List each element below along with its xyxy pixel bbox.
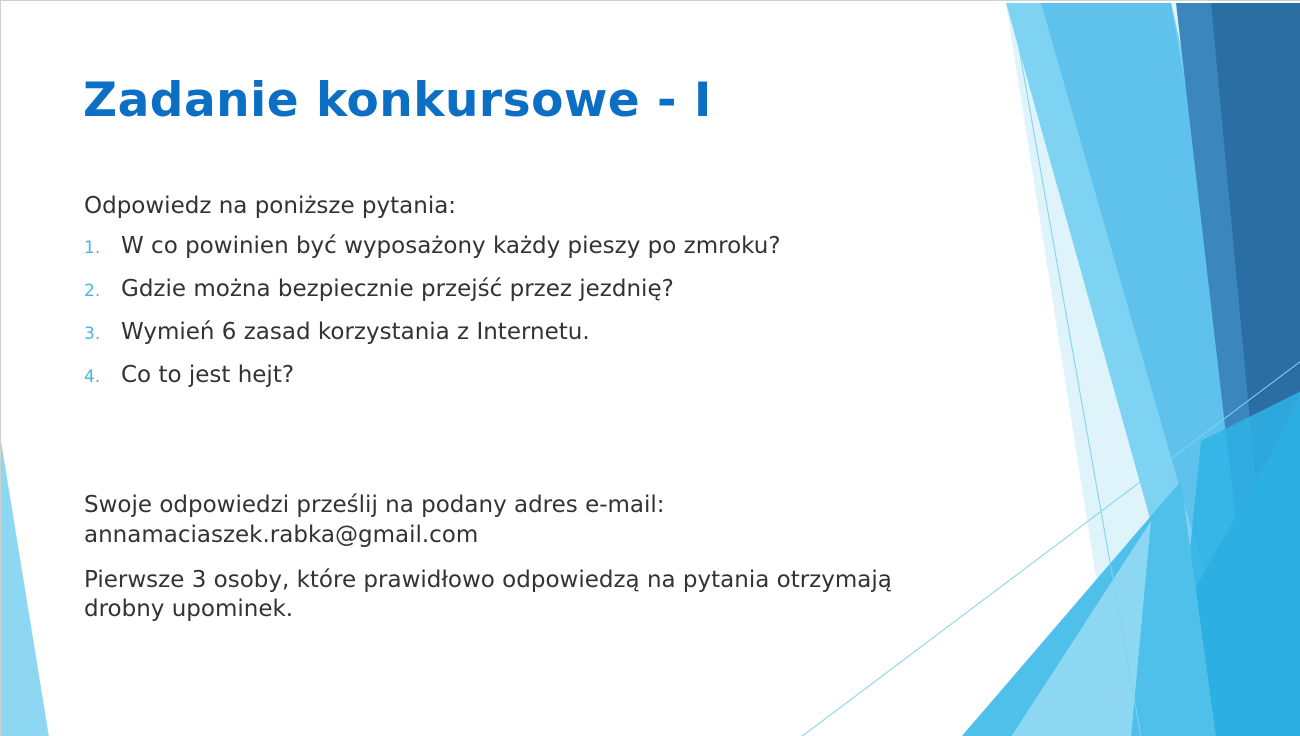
intro-text: Odpowiedz na poniższe pytania: xyxy=(84,193,457,219)
question-item xyxy=(84,319,781,362)
question-text: Wymień 6 zasad korzystania z Internetu. xyxy=(121,319,590,345)
question-text: Co to jest hejt? xyxy=(121,362,295,388)
slide-title: Zadanie konkursowe - I xyxy=(83,73,712,128)
question-number: 1. xyxy=(84,238,101,258)
question-text: Gdzie można bezpiecznie przejść przez jezdnię? xyxy=(121,276,674,302)
question-number: 4. xyxy=(84,367,101,387)
email-address: annamaciaszek.rabka@gmail.com xyxy=(84,522,479,548)
question-text: W co powinien być wyposażony każdy pieszy po zmroku? xyxy=(121,233,781,259)
question-number: 2. xyxy=(84,281,101,301)
question-list xyxy=(84,233,781,405)
question-item xyxy=(84,276,781,319)
reward-text: Pierwsze 3 osoby, które prawidłowo odpowiedzą na pytania otrzymają drobny upominek. xyxy=(84,567,892,622)
left-edge-triangle xyxy=(1,441,49,736)
question-item xyxy=(84,362,781,405)
question-number: 3. xyxy=(84,324,101,344)
question-item xyxy=(84,233,781,276)
send-instructions: Swoje odpowiedzi prześlij na podany adres e-mail: xyxy=(84,492,665,518)
